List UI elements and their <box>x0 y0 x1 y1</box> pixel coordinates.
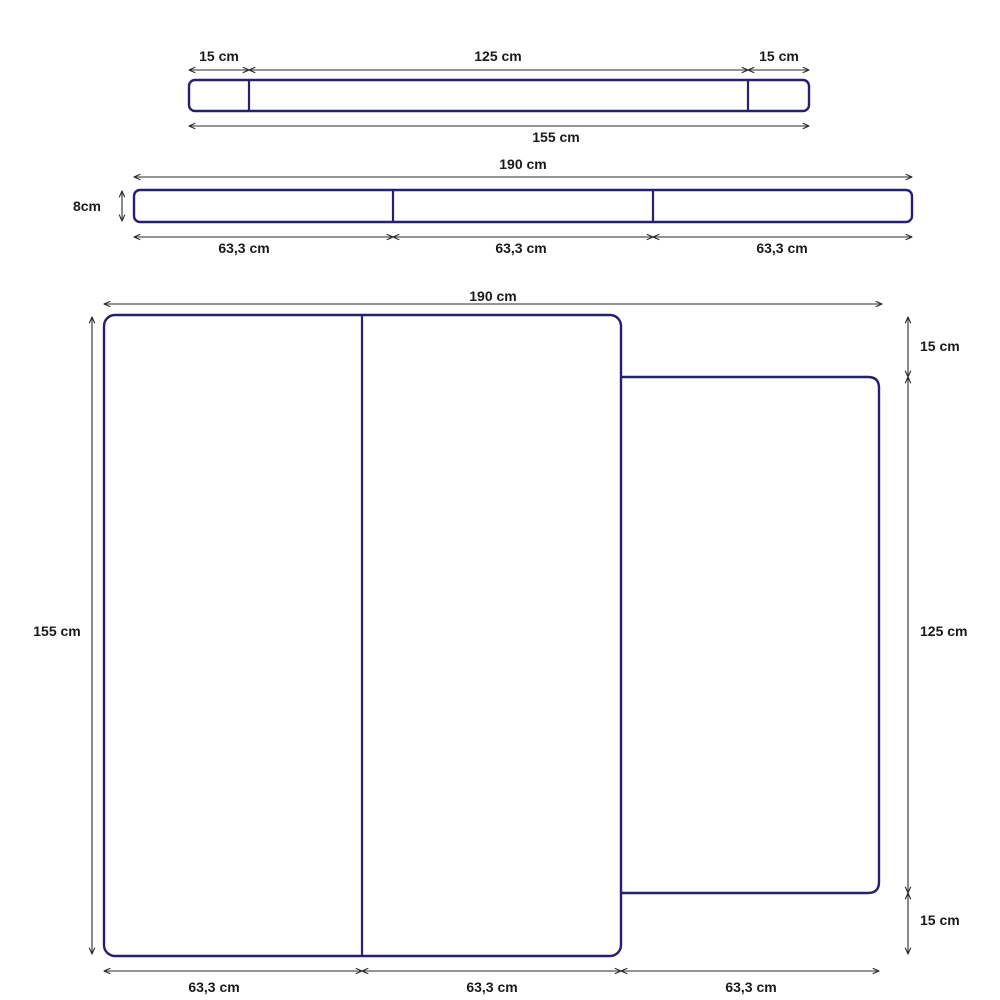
top-strip-left-label: 15 cm <box>199 48 239 64</box>
main-seg2-label: 63,3 cm <box>466 979 518 995</box>
main-seg1-label: 63,3 cm <box>188 979 240 995</box>
middle-strip-seg1-label: 63,3 cm <box>218 240 270 256</box>
right-middle-label: 125 cm <box>920 623 968 639</box>
middle-strip-width-label: 190 cm <box>499 156 547 172</box>
right-top-label: 15 cm <box>920 338 960 354</box>
middle-strip-seg2-label: 63,3 cm <box>495 240 547 256</box>
middle-strip-outline <box>134 190 912 222</box>
top-strip <box>189 48 809 145</box>
main-height-label: 155 cm <box>33 623 81 639</box>
top-strip-right-label: 15 cm <box>759 48 799 64</box>
right-panel <box>612 377 879 893</box>
middle-strip-thickness-label: 8cm <box>72 198 101 214</box>
top-strip-outline <box>189 80 809 111</box>
top-strip-middle-label: 125 cm <box>474 48 522 64</box>
main-width-label: 190 cm <box>469 288 517 304</box>
middle-strip-seg3-label: 63,3 cm <box>756 240 808 256</box>
main-layout <box>33 288 967 995</box>
top-strip-total-label: 155 cm <box>532 129 580 145</box>
right-bottom-label: 15 cm <box>920 912 960 928</box>
middle-strip <box>73 156 912 256</box>
main-seg3-label: 63,3 cm <box>725 979 777 995</box>
